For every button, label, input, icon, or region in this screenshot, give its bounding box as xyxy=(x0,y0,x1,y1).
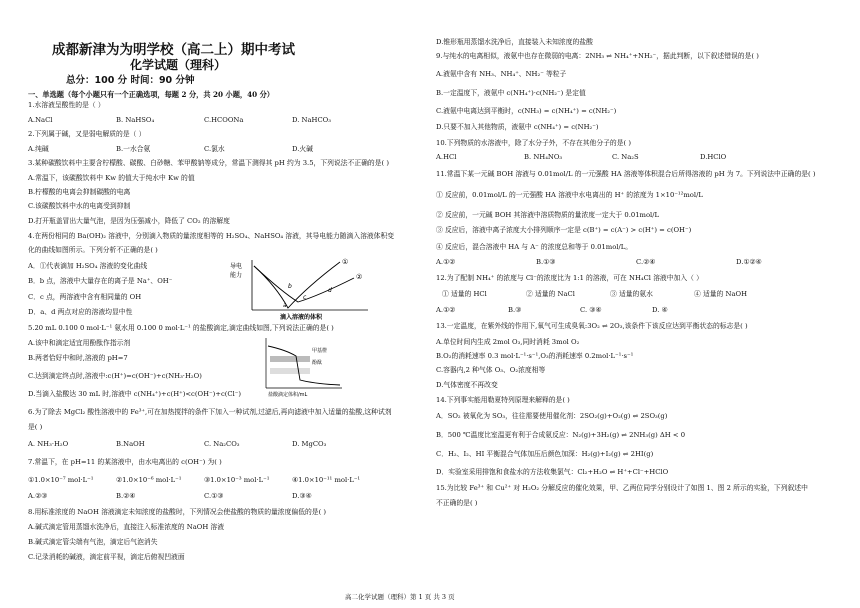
question-9-option-b: B.一定温度下，液氨中 c(NH₄⁺)·c(NH₂⁻) 是定值 xyxy=(436,89,586,97)
point-c: c xyxy=(303,294,307,301)
question-2-options xyxy=(28,145,380,154)
option: A.①② xyxy=(436,258,456,266)
conductivity-graph xyxy=(228,256,378,322)
option: B. NH₄NO₃ xyxy=(524,153,563,161)
question-5-option-c: C.达到滴定终点时,溶液中:c(H⁺)=c(OH⁻)+c(NH₃·H₂O) xyxy=(28,372,202,380)
score-line: 总分：100 分 时间：90 分钟 xyxy=(66,75,195,86)
option: B. NaHSO₄ xyxy=(116,116,155,124)
point-a: a xyxy=(283,302,287,309)
question-4-stem-cont: 化的曲线如图所示。下列分析不正确的是( ) xyxy=(28,246,158,254)
question-8-option-c: C.记录消耗的碱液，滴定前平视，滴定后俯视凹液面 xyxy=(28,553,185,561)
question-4-option-b: B．b 点，溶液中大量存在的离子是 Na⁺、OH⁻ xyxy=(28,277,173,285)
x-axis-label: 盐酸滴定体积/mL xyxy=(268,392,308,398)
question-1: 1.水溶液呈酸性的是（ ） xyxy=(28,101,105,109)
option: D.③④ xyxy=(292,492,312,500)
question-6-stem: 6.为了除去 MgCl₂ 酸性溶液中的 Fe³⁺,可在加热搅拌的条件下加入一种试剂,过滤后,再向滤液中加入适量的盐酸,这种试剂 xyxy=(28,408,392,416)
option: D.①②④ xyxy=(736,258,762,266)
curve-2-label: ② xyxy=(356,273,363,281)
option: A.HCl xyxy=(436,153,457,161)
question-4-option-a: A．①代表滴加 H₂SO₄ 溶液的变化曲线 xyxy=(28,262,148,270)
item: ③1.0×10⁻³ mol·L⁻¹ xyxy=(204,476,270,484)
option: C.②④ xyxy=(636,258,656,266)
point-b: b xyxy=(288,283,292,290)
question-3-stem: 3.某种碳酸饮料中主要含柠檬酸、碳酸、白砂糖、苯甲酸钠等成分，常温下测得其 pH 约为 3.5，下列说法不正确的是( ) xyxy=(28,159,389,167)
school-title: 成都新津为为明学校（高二上）期中考试 xyxy=(52,42,295,58)
question-7-items xyxy=(28,476,380,485)
y-axis-label-line2: 能力 xyxy=(230,272,243,279)
question-12-stem: 12.为了配制 NH₄⁺ 的浓度与 Cl⁻的浓度比为 1:1 的溶液，可在 NH₄Cl 溶液中加入（ ） xyxy=(436,274,703,282)
option: B.一水合氨 xyxy=(116,145,151,153)
question-14-option-c: C．H₂、I₂、HI 平衡混合气体加压后颜色加深：H₂(g)+I₂(g) ⇌ 2HI(g) xyxy=(436,450,654,458)
question-5-option-d: D.当滴入盐酸达 30 mL 时,溶液中 c(NH₄⁺)+c(H⁺)<c(OH⁻)+c(Cl⁻) xyxy=(28,390,242,398)
subject-title: 化学试题（理科） xyxy=(130,58,227,72)
item: ④ 适量的 NaOH xyxy=(694,290,748,298)
option: C.HCOONa xyxy=(204,116,244,124)
x-axis-label: 滴入溶液的体积 xyxy=(280,314,323,321)
question-11-stem: 11.常温下某一元碱 BOH 溶液与 0.01mol/L 的一元强酸 HA 溶液等体积混合后所得溶液的 pH 为 7。下列说法中正确的是( ) xyxy=(436,170,816,178)
question-3-option-c: C.该碳酸饮料中水的电离受到抑制 xyxy=(28,202,131,210)
option: C.①③ xyxy=(204,492,224,500)
question-10-stem: 10.下列物质的水溶液中，除了水分子外，不存在其他分子的是( ) xyxy=(436,139,631,147)
question-14-option-d: D．实验室采用排饱和食盐水的方法收集氯气：Cl₂+H₂O ⇌ H⁺+Cl⁻+HClO xyxy=(436,468,669,476)
option: C. Na₂CO₃ xyxy=(204,440,240,448)
option: B.①③ xyxy=(536,258,556,266)
question-11-statement-4: ④ 反应后，混合溶液中 HA 与 A⁻ 的浓度总和等于 0.01mol/L。 xyxy=(436,243,633,251)
section-heading: 一、单选题（每个小题只有一个正确选项，每题 2 分，共 20 小题，40 分） xyxy=(28,90,274,99)
page-footer: 高二化学试题（理科）第 1 页 共 3 页 xyxy=(345,593,455,601)
question-3-option-b: B.柠檬酸的电离会抑制碳酸的电离 xyxy=(28,188,131,196)
option: A. NH₃·H₂O xyxy=(28,440,69,448)
option: D. NaHCO₃ xyxy=(292,116,331,124)
question-7-stem: 7.常温下，在 pH=11 的某溶液中，由水电离出的 c(OH⁻) 为( ) xyxy=(28,458,222,466)
option: B.②④ xyxy=(116,492,136,500)
question-14-option-b: B．500 ℃温度比室温更有利于合成氨反应：N₂(g)+3H₂(g) ⇌ 2NH₃(g) ΔH < 0 xyxy=(436,431,686,439)
question-4-option-c: C．c 点，两溶液中含有相同量的 OH xyxy=(28,293,142,301)
question-3-option-a: A.常温下，该碳酸饮料中 Kw 的值大于纯水中 Kw 的值 xyxy=(28,174,195,182)
item: ④1.0×10⁻¹¹ mol·L⁻¹ xyxy=(292,476,361,484)
question-12-items xyxy=(442,290,778,299)
question-8-option-b: B.碱式滴定管尖端有气泡，滴定后气泡消失 xyxy=(28,538,158,546)
item: ① 适量的 HCl xyxy=(442,290,487,298)
question-9-stem: 9.与纯水的电离相似，液氨中也存在微弱的电离：2NH₃ ⇌ NH₄⁺+NH₂⁻，据此判断，以下叙述错误的是( ) xyxy=(436,52,759,60)
question-2: 2.下列属于碱，又是弱电解质的是（ ） xyxy=(28,130,146,138)
question-14-stem: 14.下列事实能用勒夏特列原理来解释的是( ) xyxy=(436,396,570,404)
item: ③ 适量的氨水 xyxy=(610,290,653,298)
titration-curve xyxy=(268,346,340,385)
question-15-stem: 15.为比较 Fe³⁺ 和 Cu²⁺ 对 H₂O₂ 分解反应的催化效果，甲、乙两位同学分别设计了如图 1、图 2 所示的实验，下列叙述中 xyxy=(436,484,808,492)
indicator-band-2 xyxy=(270,368,310,374)
question-11-options xyxy=(436,258,836,267)
question-5-option-b: B.两者恰好中和时,溶液的 pH=7 xyxy=(28,354,128,362)
question-5-stem: 5.20 mL 0.100 0 mol·L⁻¹ 氨水用 0.100 0 mol·L⁻¹ 的盐酸滴定,滴定曲线如图,下列说法正确的是( ) xyxy=(28,324,334,332)
question-11-statement-3: ③ 反应后，溶液中离子浓度大小排列顺序一定是 c(B⁺) = c(A⁻) > c(H⁺) = c(OH⁻) xyxy=(436,226,692,234)
item: ② 适量的 NaCl xyxy=(526,290,575,298)
question-7-options xyxy=(28,492,380,501)
point-d: d xyxy=(328,287,332,294)
question-8-option-a: A.碱式滴定管用蒸馏水洗净后，直接注入标准浓度的 NaOH 溶液 xyxy=(28,523,225,531)
question-13-option-c: C.容器内,2 种气体 O₃、O₂浓度相等 xyxy=(436,366,546,374)
question-8-option-d: D.锥形瓶用蒸馏水洗净后，直接装入未知浓度的盐酸 xyxy=(436,38,593,46)
indicator-band-1 xyxy=(270,356,310,362)
question-13-option-d: D.气体密度不再改变 xyxy=(436,381,498,389)
option: A.纯碱 xyxy=(28,145,49,153)
question-4-option-d: D．a、d 两点对应的溶液均显中性 xyxy=(28,308,133,316)
question-6-stem-cont: 是( ) xyxy=(28,423,43,431)
question-11-statement-1: ① 反应前，0.01mol/L 的一元强酸 HA 溶液中水电离出的 H⁺ 的浓度为 1×10⁻¹²mol/L xyxy=(436,191,703,199)
item: ①1.0×10⁻⁷ mol·L⁻¹ xyxy=(28,476,94,484)
option: D.火碱 xyxy=(292,145,313,153)
option: D.HClO xyxy=(700,153,727,161)
option: C. Na₂S xyxy=(612,153,639,161)
option: A.②③ xyxy=(28,492,48,500)
question-1-options xyxy=(28,116,380,125)
option: D. MgCO₃ xyxy=(292,440,327,448)
question-11-statement-2: ② 反应前，一元碱 BOH 其溶液中溶质物质的量浓度一定大于 0.01mol/L xyxy=(436,211,660,219)
question-3-option-d: D.打开瓶盖冒出大量气泡，是因为压强减小，降低了 CO₂ 的溶解度 xyxy=(28,217,230,225)
question-12-options xyxy=(436,306,724,315)
option: B.③ xyxy=(508,306,522,314)
option: D. ④ xyxy=(652,306,668,314)
y-axis-label-line1: 导电 xyxy=(230,263,243,270)
question-10-options xyxy=(436,153,788,162)
option: B.NaOH xyxy=(116,440,145,448)
titration-graph xyxy=(256,334,346,398)
question-9-option-d: D.只要不加入其他物质，液氨中 c(NH₄⁺) = c(NH₂⁻) xyxy=(436,123,599,131)
question-4-stem: 4.在两份相同的 Ba(OH)₂ 溶液中，分别滴入物质的量浓度相等的 H₂SO₄、NaHSO₄ 溶液，其导电能力随滴入溶液体积变 xyxy=(28,232,395,240)
indicator-label-1: 甲基橙 xyxy=(312,348,328,354)
question-15-stem-cont: 不正确的是( ) xyxy=(436,499,478,507)
indicator-label-2: 酚酞 xyxy=(312,360,323,366)
question-5-option-a: A.该中和滴定适宜用酚酞作指示剂 xyxy=(28,339,131,347)
question-9-option-a: A.液氨中含有 NH₃、NH₄⁺、NH₂⁻ 等粒子 xyxy=(436,70,567,78)
curve-1-label: ① xyxy=(342,258,349,266)
question-13-option-a: A.单位时间内生成 2mol O₃,同时消耗 3mol O₂ xyxy=(436,338,580,346)
question-13-stem: 13.一定温度，在紫外线的作用下,氧气可生成臭氧:3O₂ ⇌ 2O₃,该条件下该反应达到平衡状态的标志是( ) xyxy=(436,322,748,330)
option: A.NaCl xyxy=(28,116,53,124)
question-9-option-c: C.液氨中电离达到平衡时，c(NH₃) = c(NH₄⁺) = c(NH₂⁻) xyxy=(436,107,617,115)
option: A.①② xyxy=(436,306,456,314)
question-6-options xyxy=(28,440,380,449)
option: C. ③④ xyxy=(580,306,602,314)
option: C.氯水 xyxy=(204,145,225,153)
item: ②1.0×10⁻⁶ mol·L⁻¹ xyxy=(116,476,182,484)
question-8-stem: 8.用标准浓度的 NaOH 溶液滴定未知浓度的盐酸时，下列情况会使盐酸的物质的量浓度偏低的是( ) xyxy=(28,508,327,516)
question-13-option-b: B.O₂的消耗速率 0.3 mol·L⁻¹·s⁻¹,O₃的消耗速率 0.2mol·L⁻¹·s⁻¹ xyxy=(436,352,634,360)
question-14-option-a: A．SO₂ 被氧化为 SO₃，往往需要使用催化剂：2SO₂(g)+O₂(g) ⇌ 2SO₃(g) xyxy=(436,412,668,420)
